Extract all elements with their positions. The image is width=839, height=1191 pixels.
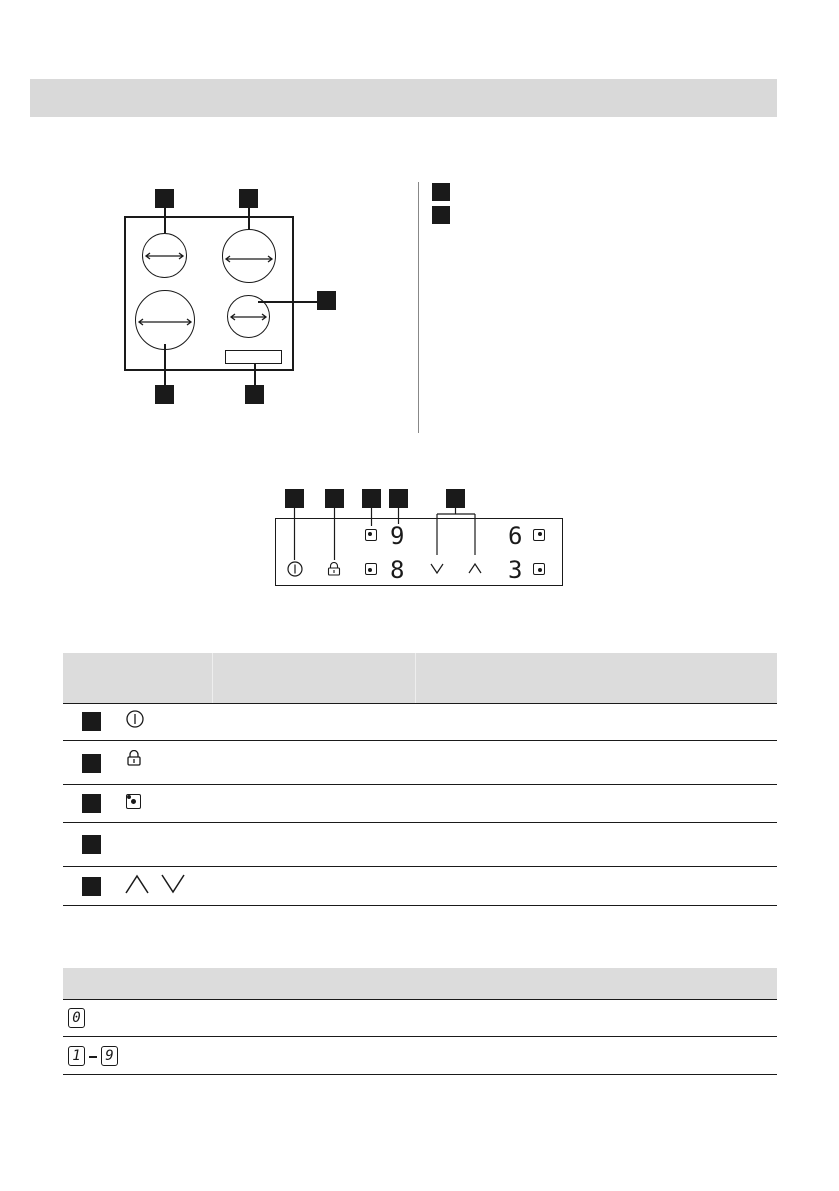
lock-icon[interactable]: [327, 562, 341, 576]
chevron-down-icon[interactable]: [429, 561, 445, 575]
zone-select-icon[interactable]: [533, 529, 545, 541]
zone-select-icon[interactable]: [365, 529, 377, 541]
display-value: 0: [72, 1010, 81, 1026]
range-dash: [89, 1056, 97, 1058]
table-row-divider: [63, 1036, 777, 1037]
table-column-divider: [415, 653, 416, 703]
table-row-divider: [63, 866, 777, 867]
table-row-number: [82, 754, 101, 773]
table-row-divider: [63, 1074, 777, 1075]
power-display-bottom-left: 8: [390, 556, 405, 584]
table-row-number: [82, 877, 101, 896]
table-row-divider: [63, 905, 777, 906]
display-table-header: [63, 968, 777, 999]
chevron-down-icon: [160, 873, 186, 895]
zone-select-icon: [126, 794, 141, 809]
table-row-number: [82, 794, 101, 813]
table-row-divider: [63, 784, 777, 785]
table-row-divider: [63, 999, 777, 1000]
power-display-bottom-right: 3: [508, 556, 523, 584]
zone-select-icon[interactable]: [365, 563, 377, 575]
table-row-number: [82, 712, 101, 731]
table-row-divider: [63, 703, 777, 704]
power-display-top-right: 6: [508, 522, 523, 550]
zone-select-icon[interactable]: [533, 563, 545, 575]
table-row-divider: [63, 822, 777, 823]
on-off-icon: [126, 710, 144, 728]
display-symbol-from: [68, 1046, 85, 1066]
chevron-up-icon: [124, 873, 150, 895]
power-display-top-left: 9: [390, 522, 405, 550]
table-row-divider: [63, 740, 777, 741]
display-value: 1: [72, 1048, 81, 1064]
display-value: 9: [105, 1048, 114, 1064]
display-symbol-to: [101, 1046, 118, 1066]
lock-icon: [126, 750, 142, 766]
table-column-divider: [212, 653, 213, 703]
sensor-table-header: [63, 653, 777, 703]
on-off-icon[interactable]: [287, 561, 303, 577]
chevron-up-icon[interactable]: [467, 561, 483, 575]
display-symbol-zero: [68, 1008, 85, 1028]
table-row-number: [82, 835, 101, 854]
